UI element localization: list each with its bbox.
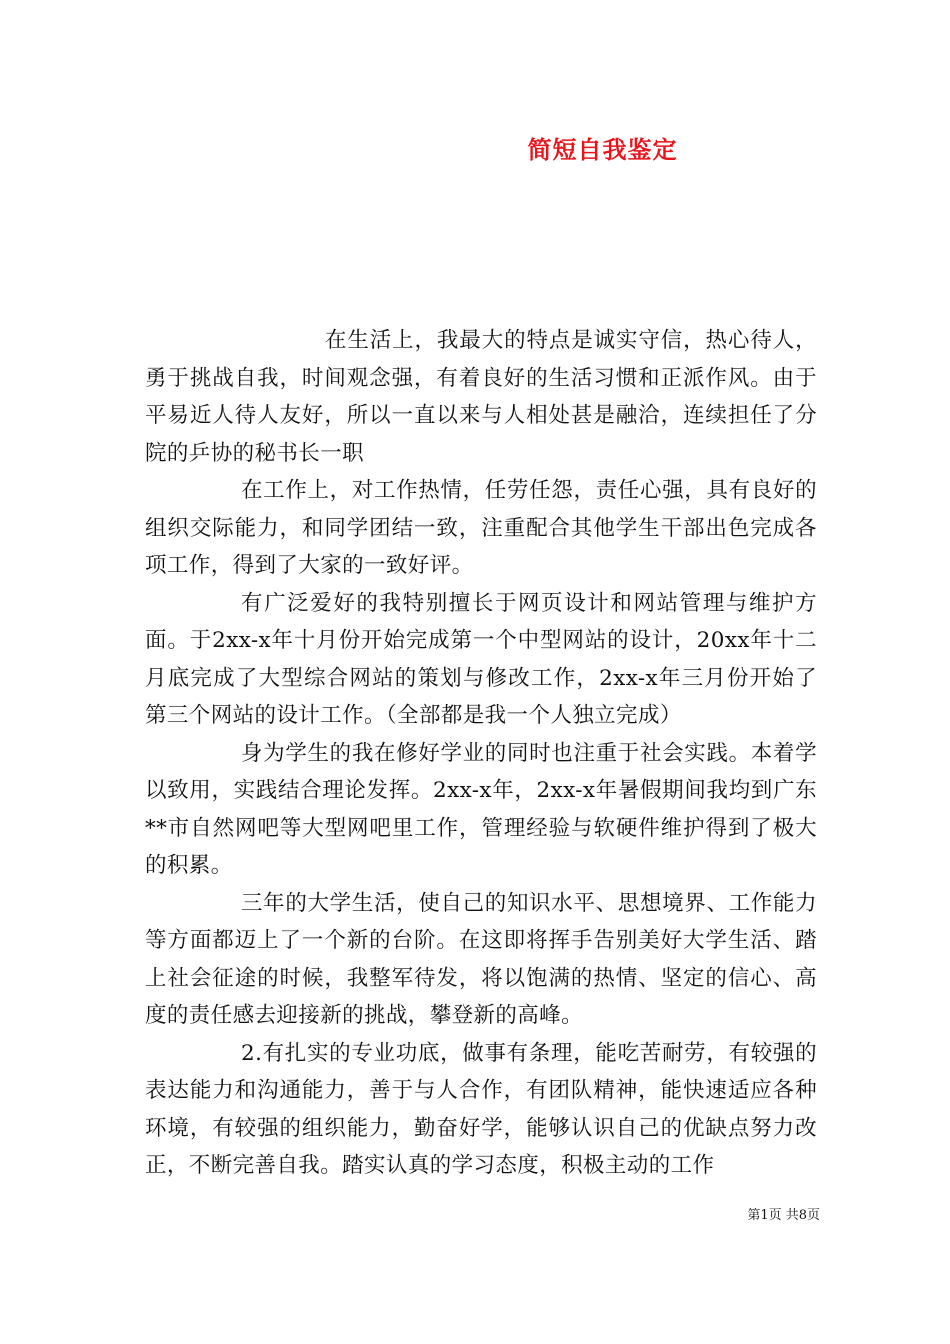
paragraph-university-life: 三年的大学生活，使自己的知识水平、思想境界、工作能力等方面都迈上了一个新的台阶。在这即将挥手告别美好大学生活、踏上社会征途的时候，我整军待发，将以饱满的热情、坚定的信心、高度的责任感去迎接新的挑战，攀登新的高峰。 — [145, 890, 817, 1028]
paragraph-web-design: 有广泛爱好的我特别擅长于网页设计和网站管理与维护方面。于2xx-x年十月份开始完成第一个中型网站的设计，20xx年十二月底完成了大型综合网站的策划与修改工作，2xx-x年三月份开始了第三个网站的设计工作。（全部都是我一个人独立完成） — [145, 590, 817, 728]
paragraph-social-practice: 身为学生的我在修好学业的同时也注重于社会实践。本着学以致用，实践结合理论发挥。2xx-x年，2xx-x年暑假期间我均到广东**市自然网吧等大型网吧里工作，管理经验与软硬件维护得到了极大的积累。 — [145, 740, 817, 878]
document-title: 简短自我鉴定 — [527, 135, 678, 164]
page-number-footer: 第1页 共8页 — [747, 1208, 820, 1223]
paragraph-work: 在工作上，对工作热情，任劳任怨，责任心强，具有良好的组织交际能力，和同学团结一致，注重配合其他学生干部出色完成各项工作，得到了大家的一致好评。 — [145, 478, 817, 578]
paragraph-life: 在生活上，我最大的特点是诚实守信，热心待人，勇于挑战自我，时间观念强，有着良好的生活习惯和正派作风。由于平易近人待人友好，所以一直以来与人相处甚是融洽，连续担任了分院的乒协的秘书长一职 — [145, 328, 817, 466]
document-body — [145, 322, 817, 1185]
paragraph-skills: 2.有扎实的专业功底，做事有条理，能吃苦耐劳，有较强的表达能力和沟通能力，善于与人合作，有团队精神，能快速适应各种环境，有较强的组织能力，勤奋好学，能够认识自己的优缺点努力改正，不断完善自我。踏实认真的学习态度，积极主动的工作 — [145, 1040, 817, 1178]
